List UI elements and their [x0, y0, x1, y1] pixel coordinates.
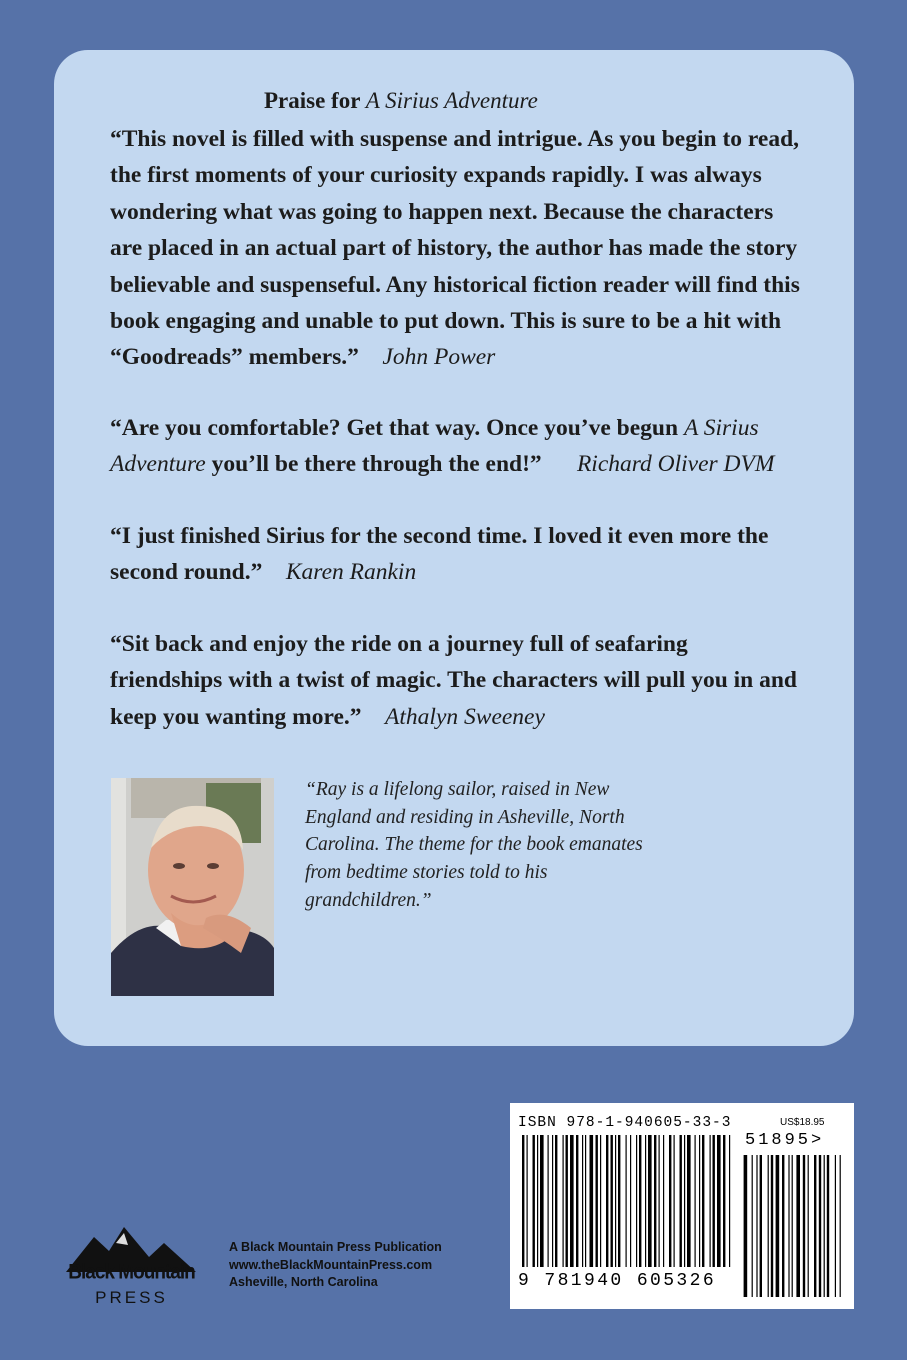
quote-book-title: A Sirius Adventure	[110, 415, 759, 478]
quote-author: Athalyn Sweeney	[385, 703, 545, 730]
quote-author: John Power	[382, 344, 496, 371]
quote-2	[110, 410, 800, 483]
author-photo	[111, 778, 274, 996]
quote-author: Richard Oliver DVM	[576, 451, 775, 478]
logo-press: PRESS	[95, 1288, 168, 1307]
publisher-location: Asheville, North Carolina	[229, 1275, 378, 1289]
publisher-info	[229, 1239, 442, 1292]
quote-text: you’ll be there through the end!”	[211, 451, 542, 478]
addon-digits: 51895>	[745, 1131, 825, 1150]
publisher-website: www.theBlackMountainPress.com	[229, 1257, 433, 1272]
quote-text: “I just finished Sirius for the second time. I loved it even more the second round.”	[110, 523, 769, 586]
ean-digits: 9 781940 605326	[518, 1271, 717, 1291]
barcode-box	[510, 1103, 854, 1309]
praise-heading	[264, 88, 538, 114]
quote-author: Karen Rankin	[285, 559, 417, 586]
quote-text: “Are you comfortable? Get that way. Once you’ve begun	[110, 415, 679, 441]
praise-book-title: A Sirius Adventure	[365, 88, 538, 113]
quote-text: “This novel is filled with suspense and intrigue. As you begin to read, the first moments of your curiosity expands rapidly. I was always wondering what was going to happen next. Because the characters are placed in an actual part of history, the author has made the story believable and suspenseful. Any historical fiction reader will find this book engaging and unable to put down. This is sure to be a hit with “Goodreads” members.”	[110, 126, 800, 371]
quote-text: “Sit back and enjoy the ride on a journey full of seafaring friendships with a twist of magic. The characters will pull you in and keep you wanting more.”	[110, 631, 797, 730]
quote-4	[110, 626, 800, 735]
author-bio: “Ray is a lifelong sailor, raised in New England and residing in Asheville, North Carolina. The theme for the book emanates from bedtime stories told to his grandchildren.”	[305, 779, 643, 911]
publisher-line: A Black Mountain Press Publication	[229, 1240, 442, 1254]
price-text: US$18.95	[780, 1117, 825, 1128]
praise-label: Praise for	[264, 88, 361, 113]
quote-3	[110, 518, 800, 591]
isbn-text: ISBN 978-1-940605-33-3	[518, 1115, 732, 1131]
logo-wordmark: Black Mountain	[68, 1260, 195, 1284]
quote-1	[110, 121, 800, 376]
